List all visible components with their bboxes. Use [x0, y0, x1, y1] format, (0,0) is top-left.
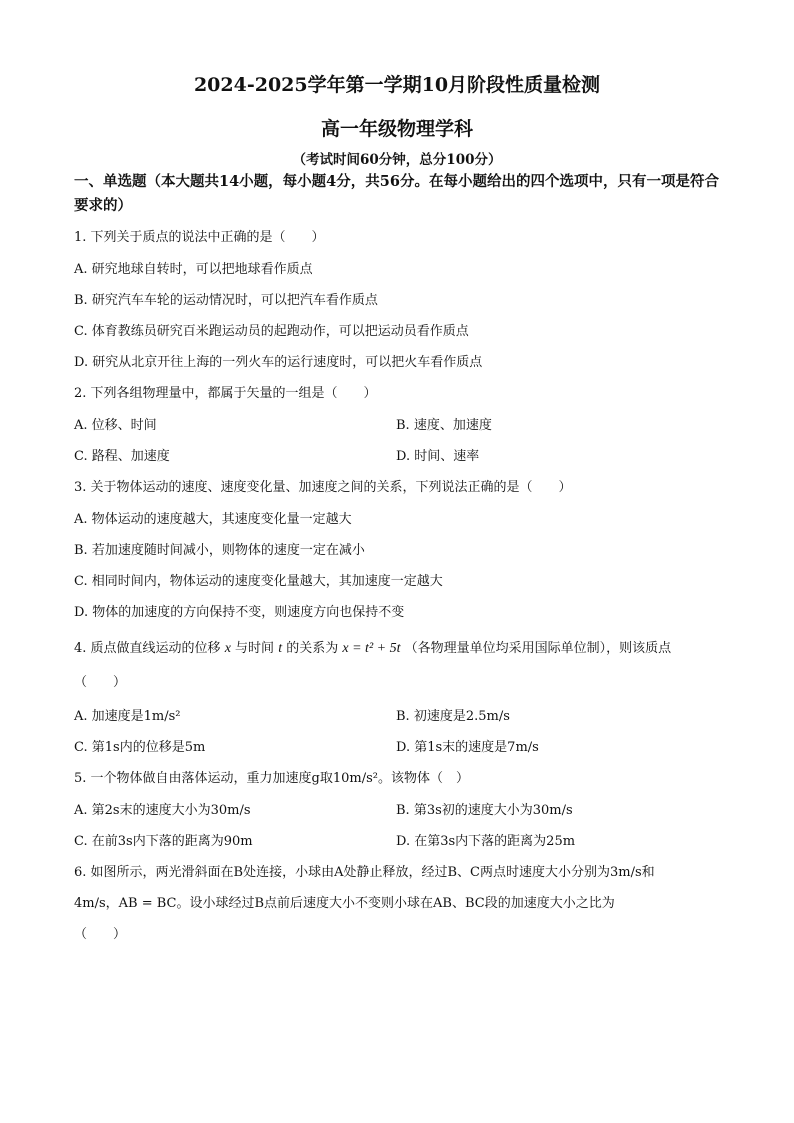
- variable-t: t: [278, 641, 283, 656]
- question-5-option-c: C. 在前3s内下落的距离为90m: [74, 834, 253, 849]
- section-heading: 一、单选题（本大题共14小题，每小题4分，共56分。在每小题给出的四个选项中，只有一项是符合要求的）: [74, 173, 719, 214]
- question-4-stem-suffix: （各物理量单位均采用国际单位制），则该质点: [404, 641, 672, 656]
- question-4-stem-mid2: 的关系为: [286, 641, 339, 656]
- question-2-option-d: D. 时间、速率: [396, 449, 480, 464]
- question-4-option-c: C. 第1s内的位移是5m: [74, 740, 206, 755]
- exam-title: 2024-2025学年第一学期10月阶段性质量检测: [193, 74, 601, 96]
- question-2-option-a: A. 位移、时间: [74, 418, 157, 433]
- question-6-line-1: 6. 如图所示，两光滑斜面在B处连接，小球由A处静止释放，经过B、C两点时速度大小分别为3m/s和: [74, 865, 655, 880]
- question-4-bracket: （ ）: [74, 675, 127, 690]
- question-4-option-b: B. 初速度是2.5m/s: [396, 709, 510, 724]
- question-3-option-a: A. 物体运动的速度越大，其速度变化量一定越大: [74, 512, 352, 527]
- question-1-stem: 1. 下列关于质点的说法中正确的是（ ）: [74, 230, 325, 245]
- question-1-option-b: B. 研究汽车车轮的运动情况时，可以把汽车看作质点: [74, 293, 378, 308]
- question-4-stem-mid: 与时间: [235, 641, 275, 656]
- question-6-line-2: 4m/s，AB = BC。设小球经过B点前后速度大小不变则小球在AB、BC段的加速度大小之比为: [74, 896, 615, 911]
- question-4-option-d: D. 第1s末的速度是7m/s: [396, 740, 539, 755]
- question-1-option-c: C. 体育教练员研究百米跑运动员的起跑动作，可以把运动员看作质点: [74, 324, 469, 339]
- question-4-option-a: A. 加速度是1m/s²: [74, 709, 181, 724]
- question-3-option-b: B. 若加速度随时间减小，则物体的速度一定在减小: [74, 543, 365, 558]
- question-5-stem: 5. 一个物体做自由落体运动，重力加速度g取10m/s²。该物体（ ）: [74, 771, 469, 786]
- question-5-option-b: B. 第3s初的速度大小为30m/s: [396, 803, 573, 818]
- question-1-option-a: A. 研究地球自转时，可以把地球看作质点: [74, 262, 313, 277]
- question-5-option-d: D. 在第3s内下落的距离为25m: [396, 834, 576, 849]
- question-2-option-c: C. 路程、加速度: [74, 449, 170, 464]
- exam-info: （考试时间60分钟，总分100分）: [292, 152, 502, 168]
- exam-subtitle: 高一年级物理学科: [320, 118, 473, 140]
- question-4-stem: [74, 637, 671, 657]
- question-3-option-c: C. 相同时间内，物体运动的速度变化量越大，其加速度一定越大: [74, 574, 443, 589]
- question-5-option-a: A. 第2s末的速度大小为30m/s: [74, 803, 251, 818]
- question-4-stem-prefix: 4. 质点做直线运动的位移: [74, 641, 221, 656]
- question-3-option-d: D. 物体的加速度的方向保持不变，则速度方向也保持不变: [74, 605, 405, 620]
- question-6-bracket: （ ）: [74, 927, 127, 942]
- question-2-stem: 2. 下列各组物理量中，都属于矢量的一组是（ ）: [74, 386, 377, 401]
- question-3-stem: 3. 关于物体运动的速度、速度变化量、加速度之间的关系，下列说法正确的是（ ）: [74, 480, 572, 495]
- motion-formula: x = t² + 5t: [342, 641, 401, 656]
- variable-x: x: [224, 641, 231, 656]
- question-2-option-b: B. 速度、加速度: [396, 418, 492, 433]
- question-1-option-d: D. 研究从北京开往上海的一列火车的运行速度时，可以把火车看作质点: [74, 355, 483, 370]
